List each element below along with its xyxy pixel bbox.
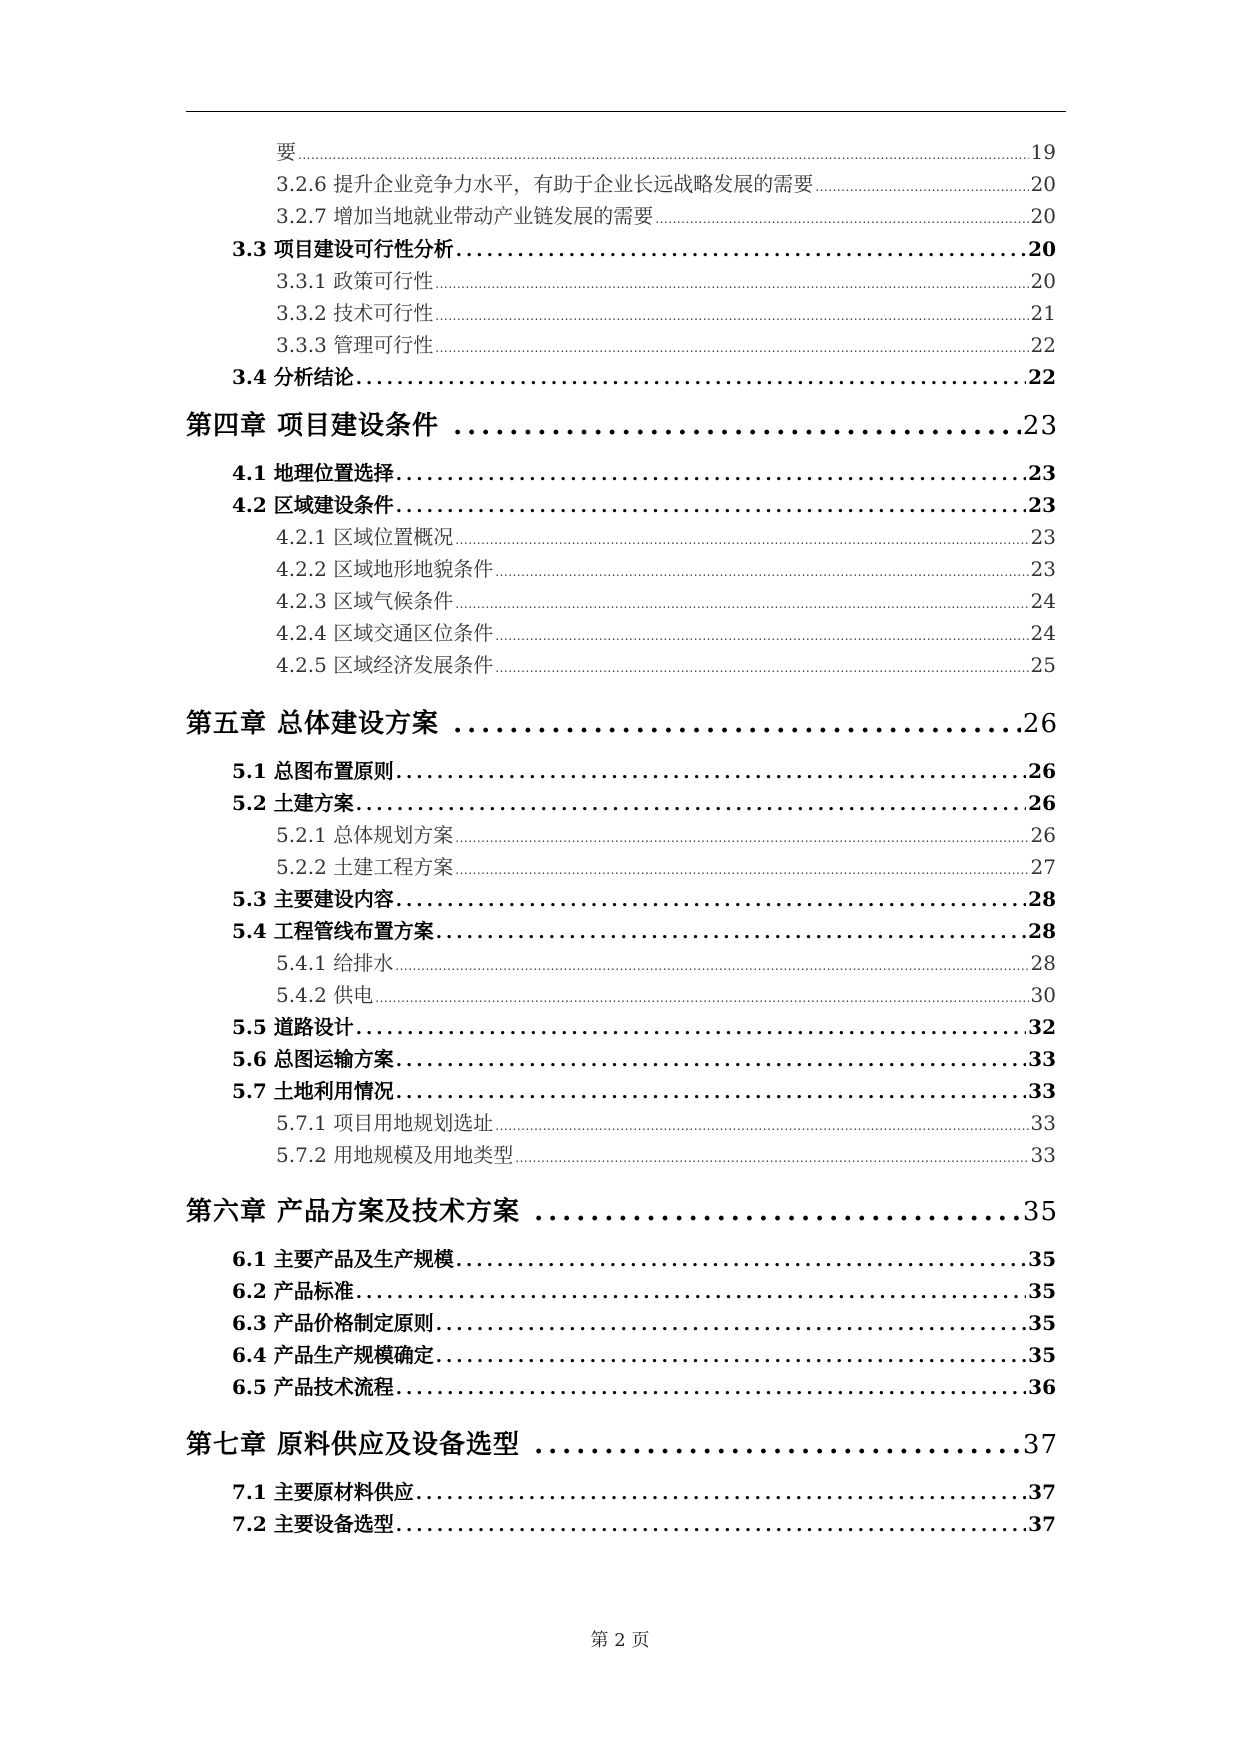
toc-entry-page-number: 19 — [1030, 140, 1056, 164]
toc-entry-page-number: 33 — [1028, 1079, 1056, 1103]
toc-subsection-entry[interactable] — [276, 297, 1056, 326]
toc-entry-title: 6.3 产品价格制定原则 — [232, 1311, 434, 1335]
toc-entry-title: 5.1 总图布置原则 — [232, 759, 394, 783]
toc-entry-page-number: 23 — [1030, 557, 1056, 581]
toc-dot-leader — [396, 890, 1026, 911]
toc-subsection-entry[interactable] — [276, 585, 1056, 614]
toc-entry-title: 5.7.1 项目用地规划选址 — [276, 1111, 494, 1135]
toc-subsection-entry[interactable] — [276, 851, 1056, 880]
toc-section-entry[interactable] — [232, 1307, 1056, 1336]
toc-dot-leader — [356, 794, 1026, 815]
toc-section-entry[interactable] — [232, 1508, 1056, 1537]
toc-entry-page-number: 35 — [1022, 1197, 1058, 1227]
toc-dot-leader — [455, 533, 1028, 547]
toc-subsection-entry[interactable] — [276, 979, 1056, 1008]
toc-dot-leader — [356, 368, 1026, 389]
toc-entry-title: 5.2.1 总体规划方案 — [276, 823, 454, 847]
toc-entry-title: 3.4 分析结论 — [232, 365, 354, 389]
toc-section-entry[interactable] — [232, 1043, 1056, 1072]
toc-dot-leader — [356, 1282, 1026, 1303]
toc-section-entry[interactable] — [232, 883, 1056, 912]
toc-chapter-entry[interactable] — [186, 1191, 1058, 1228]
toc-dot-leader — [395, 959, 1028, 973]
toc-dot-leader — [515, 1151, 1028, 1165]
toc-section-entry[interactable] — [232, 489, 1056, 518]
toc-entry-page-number: 35 — [1028, 1279, 1056, 1303]
toc-entry-title: 3.2.6 提升企业竞争力水平，有助于企业长远战略发展的需要 — [276, 172, 814, 196]
toc-dot-leader — [396, 464, 1026, 485]
toc-dot-leader — [456, 240, 1026, 261]
toc-chapter-entry[interactable] — [186, 703, 1058, 740]
toc-entry-title: 3.2.7 增加当地就业带动产业链发展的需要 — [276, 204, 654, 228]
toc-entry-title: 6.4 产品生产规模确定 — [232, 1343, 434, 1367]
toc-entry-title: 5.4 工程管线布置方案 — [232, 919, 434, 943]
toc-entry-page-number: 20 — [1030, 172, 1056, 196]
toc-section-entry[interactable] — [232, 755, 1056, 784]
toc-section-entry[interactable] — [232, 1275, 1056, 1304]
toc-subsection-entry[interactable] — [276, 1107, 1056, 1136]
toc-entry-title: 6.1 主要产品及生产规模 — [232, 1247, 454, 1271]
toc-entry-title: 要 — [276, 140, 296, 164]
toc-entry-page-number: 22 — [1030, 333, 1056, 357]
toc-dot-leader — [436, 922, 1026, 943]
toc-entry-page-number: 37 — [1028, 1480, 1056, 1504]
toc-entry-page-number: 27 — [1030, 855, 1056, 879]
toc-section-entry[interactable] — [232, 1011, 1056, 1040]
toc-entry-page-number: 22 — [1028, 365, 1056, 389]
toc-entry-page-number: 26 — [1030, 823, 1056, 847]
toc-chapter-entry[interactable] — [186, 405, 1058, 442]
toc-section-entry[interactable] — [232, 787, 1056, 816]
toc-dot-leader — [298, 148, 1029, 162]
toc-dot-leader — [455, 863, 1028, 877]
toc-chapter-entry[interactable] — [186, 1424, 1058, 1461]
toc-entry-page-number: 33 — [1028, 1047, 1056, 1071]
toc-dot-leader — [416, 1483, 1026, 1504]
toc-entry-page-number: 28 — [1030, 951, 1056, 975]
toc-entry-title: 5.4.1 给排水 — [276, 951, 394, 975]
toc-entry-page-number: 37 — [1028, 1512, 1056, 1536]
toc-section-entry[interactable] — [232, 1476, 1056, 1505]
toc-dot-leader — [396, 496, 1026, 517]
toc-dot-leader — [534, 1197, 1021, 1227]
toc-entry-title: 5.5 道路设计 — [232, 1015, 354, 1039]
toc-section-entry[interactable] — [232, 457, 1056, 486]
page-number-footer: 第 2 页 — [590, 1630, 650, 1651]
toc-entry-page-number: 37 — [1022, 1430, 1058, 1460]
toc-entry-page-number: 21 — [1030, 301, 1056, 325]
toc-dot-leader — [436, 1314, 1026, 1335]
toc-entry-page-number: 26 — [1022, 709, 1058, 739]
toc-section-entry[interactable] — [232, 233, 1056, 262]
toc-section-entry[interactable] — [232, 1371, 1056, 1400]
toc-subsection-entry[interactable] — [276, 649, 1056, 678]
toc-entry-page-number: 36 — [1028, 1375, 1056, 1399]
toc-entry-title: 5.2.2 土建工程方案 — [276, 855, 454, 879]
toc-entry-title: 3.3 项目建设可行性分析 — [232, 237, 454, 261]
toc-entry-page-number: 33 — [1030, 1143, 1056, 1167]
toc-entry-page-number: 35 — [1028, 1247, 1056, 1271]
toc-subsection-entry[interactable] — [276, 521, 1056, 550]
toc-entry-page-number: 28 — [1028, 887, 1056, 911]
toc-entry-title: 7.2 主要设备选型 — [232, 1512, 394, 1536]
toc-subsection-entry[interactable] — [276, 1139, 1056, 1168]
toc-entry-title: 3.3.1 政策可行性 — [276, 269, 434, 293]
toc-subsection-entry[interactable] — [276, 168, 1056, 197]
toc-entry-title: 7.1 主要原材料供应 — [232, 1480, 414, 1504]
toc-dot-leader — [455, 597, 1028, 611]
toc-entry-title: 4.2.5 区域经济发展条件 — [276, 653, 494, 677]
toc-dot-leader — [435, 277, 1028, 291]
toc-entry-page-number: 20 — [1030, 269, 1056, 293]
toc-entry-title: 5.3 主要建设内容 — [232, 887, 394, 911]
toc-entry-title: 4.2 区域建设条件 — [232, 493, 394, 517]
toc-dot-leader — [453, 411, 1021, 441]
toc-dot-leader — [655, 212, 1028, 226]
toc-dot-leader — [396, 1515, 1026, 1536]
toc-entry-title: 3.3.2 技术可行性 — [276, 301, 434, 325]
toc-dot-leader — [356, 1018, 1026, 1039]
toc-section-entry[interactable] — [232, 1243, 1056, 1272]
toc-dot-leader — [495, 565, 1028, 579]
toc-entry-title: 第六章 产品方案及技术方案 — [186, 1197, 521, 1227]
toc-section-entry[interactable] — [232, 1339, 1056, 1368]
toc-entry-page-number: 23 — [1022, 411, 1058, 441]
toc-subsection-entry[interactable] — [276, 136, 1056, 165]
toc-dot-leader — [495, 629, 1028, 643]
toc-entry-title: 4.2.1 区域位置概况 — [276, 525, 454, 549]
toc-entry-title: 6.5 产品技术流程 — [232, 1375, 394, 1399]
toc-entry-title: 第五章 总体建设方案 — [186, 709, 440, 739]
toc-entry-title: 5.4.2 供电 — [276, 983, 374, 1007]
toc-entry-title: 5.2 土建方案 — [232, 791, 354, 815]
toc-entry-page-number: 33 — [1030, 1111, 1056, 1135]
toc-entry-page-number: 28 — [1028, 919, 1056, 943]
toc-entry-page-number: 24 — [1030, 621, 1056, 645]
toc-dot-leader — [396, 1050, 1026, 1071]
toc-dot-leader — [495, 661, 1028, 675]
toc-dot-leader — [815, 180, 1028, 194]
toc-entry-title: 4.2.4 区域交通区位条件 — [276, 621, 494, 645]
toc-entry-title: 5.6 总图运输方案 — [232, 1047, 394, 1071]
toc-dot-leader — [453, 709, 1021, 739]
toc-entry-page-number: 20 — [1028, 237, 1056, 261]
toc-entry-title: 4.2.2 区域地形地貌条件 — [276, 557, 494, 581]
toc-subsection-entry[interactable] — [276, 819, 1056, 848]
toc-entry-title: 4.1 地理位置选择 — [232, 461, 394, 485]
toc-dot-leader — [396, 1082, 1026, 1103]
toc-subsection-entry[interactable] — [276, 617, 1056, 646]
toc-dot-leader — [375, 991, 1028, 1005]
toc-dot-leader — [534, 1430, 1021, 1460]
toc-dot-leader — [436, 1346, 1026, 1367]
toc-dot-leader — [435, 341, 1028, 355]
toc-dot-leader — [455, 831, 1028, 845]
toc-entry-page-number: 25 — [1030, 653, 1056, 677]
toc-entry-title: 4.2.3 区域气候条件 — [276, 589, 454, 613]
toc-subsection-entry[interactable] — [276, 947, 1056, 976]
toc-entry-page-number: 23 — [1030, 525, 1056, 549]
toc-entry-page-number: 20 — [1030, 204, 1056, 228]
toc-entry-title: 3.3.3 管理可行性 — [276, 333, 434, 357]
toc-section-entry[interactable] — [232, 361, 1056, 390]
toc-entry-page-number: 32 — [1028, 1015, 1056, 1039]
toc-entry-page-number: 26 — [1028, 759, 1056, 783]
toc-subsection-entry[interactable] — [276, 200, 1056, 229]
toc-section-entry[interactable] — [232, 1075, 1056, 1104]
toc-entry-title: 6.2 产品标准 — [232, 1279, 354, 1303]
toc-subsection-entry[interactable] — [276, 329, 1056, 358]
toc-dot-leader — [495, 1119, 1028, 1133]
toc-entry-page-number: 23 — [1028, 461, 1056, 485]
toc-entry-page-number: 24 — [1030, 589, 1056, 613]
toc-entry-page-number: 23 — [1028, 493, 1056, 517]
toc-subsection-entry[interactable] — [276, 265, 1056, 294]
toc-subsection-entry[interactable] — [276, 553, 1056, 582]
toc-section-entry[interactable] — [232, 915, 1056, 944]
toc-dot-leader — [396, 762, 1026, 783]
toc-entry-title: 第七章 原料供应及设备选型 — [186, 1430, 521, 1460]
toc-entry-page-number: 35 — [1028, 1343, 1056, 1367]
toc-entry-title: 第四章 项目建设条件 — [186, 411, 440, 441]
toc-dot-leader — [435, 309, 1028, 323]
toc-dot-leader — [396, 1378, 1026, 1399]
toc-dot-leader — [456, 1250, 1026, 1271]
toc-entry-page-number: 35 — [1028, 1311, 1056, 1335]
toc-entry-title: 5.7.2 用地规模及用地类型 — [276, 1143, 514, 1167]
toc-entry-title: 5.7 土地利用情况 — [232, 1079, 394, 1103]
toc-entry-page-number: 30 — [1030, 983, 1056, 1007]
toc-entry-page-number: 26 — [1028, 791, 1056, 815]
